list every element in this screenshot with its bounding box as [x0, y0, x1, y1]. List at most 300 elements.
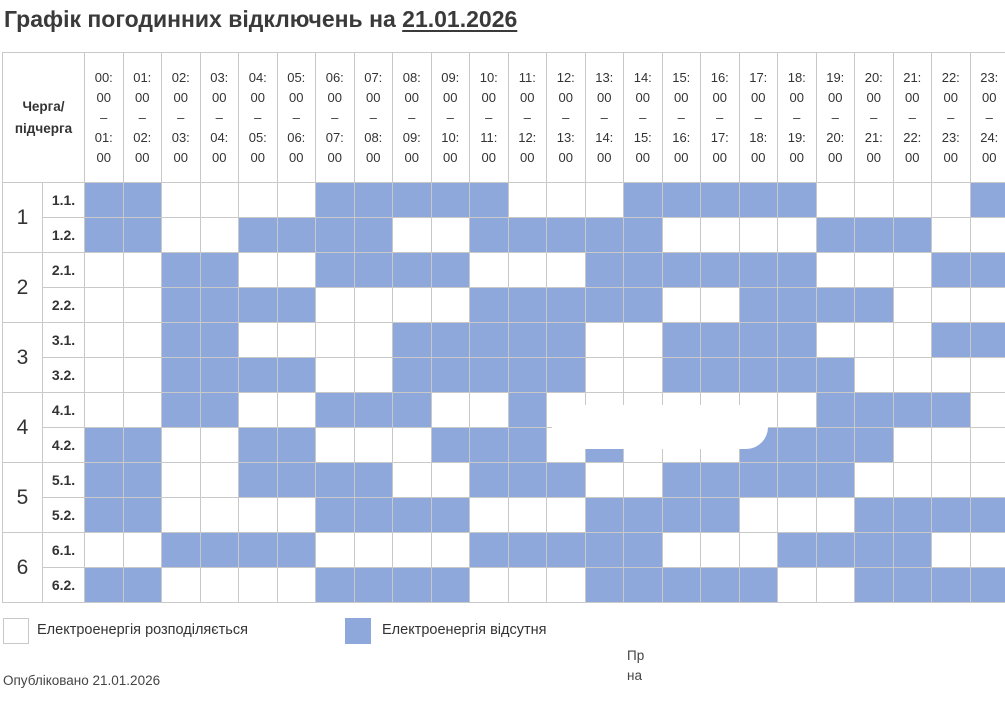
hour-cell-power-off — [624, 253, 663, 288]
hour-cell-power-off — [662, 498, 701, 533]
hour-cell-power-off — [316, 218, 355, 253]
hour-cell-power-on — [123, 253, 162, 288]
hour-header-end-h: 05: — [248, 129, 267, 145]
hour-header-end-m: 00 — [135, 149, 150, 165]
hour-cell-power-on — [277, 498, 316, 533]
hour-cell-power-off — [162, 288, 201, 323]
hour-cell-power-off — [701, 498, 740, 533]
hour-cell-power-off — [816, 463, 855, 498]
hour-cell-power-on — [200, 498, 239, 533]
hour-cell-power-on — [316, 428, 355, 463]
subqueue-label: 1.2. — [43, 218, 85, 253]
hour-header-end-m: 00 — [520, 149, 535, 165]
hour-cell-power-on — [200, 183, 239, 218]
hour-cell-power-on — [354, 428, 393, 463]
hour-header-dash: – — [985, 109, 993, 125]
hour-cell-power-on — [778, 498, 817, 533]
hour-cell-power-on — [970, 218, 1005, 253]
hour-header-dash: – — [870, 109, 878, 125]
hour-cell-power-off — [970, 498, 1005, 533]
hour-header-end-h: 07: — [325, 129, 344, 145]
hour-cell-power-off — [85, 498, 124, 533]
title-prefix: Графік погодинних відключень на — [4, 6, 403, 32]
hour-header-start-m: 00 — [866, 89, 881, 105]
hour-cell-power-off — [393, 323, 432, 358]
hour-header-dash: – — [600, 109, 608, 125]
hour-header-dash: – — [754, 109, 762, 125]
hour-cell-power-on — [701, 533, 740, 568]
hour-cell-power-off — [739, 568, 778, 603]
footer-fragment-line2: на — [627, 668, 642, 683]
hour-header-start-m: 00 — [481, 89, 496, 105]
hour-header-end-m: 00 — [982, 149, 997, 165]
hour-header-dash: – — [446, 109, 454, 125]
hour-header-end-m: 00 — [828, 149, 843, 165]
hour-header-start-h: 22: — [941, 69, 960, 85]
corner-label-line1: Черга/ — [22, 98, 65, 114]
hour-cell-power-off — [701, 463, 740, 498]
hour-header-end-h: 02: — [133, 129, 152, 145]
hour-cell-power-on — [816, 253, 855, 288]
hour-header-end-m: 00 — [751, 149, 766, 165]
hour-header-start-m: 00 — [135, 89, 150, 105]
hour-header-start-m: 00 — [327, 89, 342, 105]
hour-cell-power-on — [316, 358, 355, 393]
subqueue-label: 1.1. — [43, 183, 85, 218]
hour-cell-power-off — [624, 183, 663, 218]
hour-cell-power-off — [547, 218, 586, 253]
hour-cell-power-on — [932, 218, 971, 253]
hour-cell-power-on — [200, 428, 239, 463]
hour-cell-power-on — [354, 323, 393, 358]
hour-header-end-m: 00 — [905, 149, 920, 165]
hour-cell-power-on — [200, 568, 239, 603]
hour-cell-power-off — [162, 533, 201, 568]
corner-label-line2: підчерга — [14, 120, 73, 136]
hour-cell-power-off — [739, 358, 778, 393]
hour-header — [316, 53, 355, 183]
table-row — [3, 358, 1005, 393]
hour-cell-power-off — [470, 428, 509, 463]
hour-header-end-h: 22: — [903, 129, 922, 145]
hour-cell-power-off — [855, 218, 894, 253]
hour-cell-power-on — [970, 288, 1005, 323]
hour-cell-power-off — [85, 568, 124, 603]
hour-cell-power-on — [123, 533, 162, 568]
hour-header-end-m: 00 — [558, 149, 573, 165]
hour-cell-power-on — [855, 183, 894, 218]
hour-header — [239, 53, 278, 183]
hour-cell-power-on — [970, 533, 1005, 568]
hour-cell-power-off — [585, 288, 624, 323]
hour-header — [470, 53, 509, 183]
queue-number: 1 — [3, 183, 43, 253]
hour-cell-power-off — [431, 498, 470, 533]
hour-cell-power-off — [701, 358, 740, 393]
hour-cell-power-off — [816, 533, 855, 568]
hour-cell-power-off — [816, 428, 855, 463]
hour-header-start-h: 21: — [903, 69, 922, 85]
subqueue-label: 2.1. — [43, 253, 85, 288]
hour-cell-power-on — [585, 183, 624, 218]
hour-cell-power-off — [739, 183, 778, 218]
hour-cell-power-off — [624, 533, 663, 568]
hour-cell-power-off — [470, 358, 509, 393]
hour-cell-power-off — [393, 358, 432, 393]
hour-cell-power-off — [239, 288, 278, 323]
hour-cell-power-off — [778, 288, 817, 323]
hour-cell-power-off — [893, 568, 932, 603]
hour-header-start-m: 00 — [635, 89, 650, 105]
hour-cell-power-off — [277, 463, 316, 498]
hour-header-end-h: 03: — [171, 129, 190, 145]
hour-header-start-h: 09: — [441, 69, 460, 85]
hour-header-end-h: 09: — [402, 129, 421, 145]
hour-header-start-h: 04: — [248, 69, 267, 85]
hour-cell-power-off — [893, 498, 932, 533]
hour-cell-power-on — [508, 498, 547, 533]
hour-cell-power-off — [85, 428, 124, 463]
table-row — [3, 393, 1005, 428]
hour-cell-power-off — [585, 253, 624, 288]
hour-header-end-m: 00 — [366, 149, 381, 165]
hour-cell-power-on — [200, 218, 239, 253]
hour-cell-power-on — [508, 253, 547, 288]
hour-cell-power-on — [547, 568, 586, 603]
hour-cell-power-on — [354, 358, 393, 393]
hour-header-dash: – — [947, 109, 955, 125]
hour-header — [85, 53, 124, 183]
subqueue-label: 6.1. — [43, 533, 85, 568]
hour-cell-power-off — [470, 463, 509, 498]
hour-cell-power-on — [662, 288, 701, 323]
hour-cell-power-off — [855, 498, 894, 533]
hour-cell-power-on — [855, 253, 894, 288]
hour-cell-power-off — [85, 218, 124, 253]
hour-cell-power-off — [200, 358, 239, 393]
hour-cell-power-on — [123, 358, 162, 393]
hour-cell-power-off — [932, 568, 971, 603]
hour-header-start-h: 07: — [364, 69, 383, 85]
hour-header-start-m: 00 — [982, 89, 997, 105]
hour-header-dash: – — [562, 109, 570, 125]
hour-cell-power-off — [316, 568, 355, 603]
hour-cell-power-on — [547, 498, 586, 533]
hour-cell-power-off — [778, 428, 817, 463]
hour-cell-power-off — [816, 218, 855, 253]
hour-cell-power-on — [393, 288, 432, 323]
published-date: Опубліковано 21.01.2026 — [3, 673, 161, 688]
hour-cell-power-off — [393, 393, 432, 428]
hour-cell-power-on — [893, 428, 932, 463]
subqueue-label: 3.1. — [43, 323, 85, 358]
table-row — [3, 288, 1005, 323]
hour-cell-power-on — [855, 463, 894, 498]
hour-cell-power-off — [739, 288, 778, 323]
hour-header-dash: – — [908, 109, 916, 125]
hour-cell-power-off — [778, 323, 817, 358]
subqueue-label: 3.2. — [43, 358, 85, 393]
hour-cell-power-off — [662, 323, 701, 358]
hour-cell-power-off — [701, 323, 740, 358]
hour-cell-power-on — [277, 393, 316, 428]
hour-header-start-m: 00 — [443, 89, 458, 105]
table-row — [3, 218, 1005, 253]
hour-cell-power-off — [123, 218, 162, 253]
hour-cell-power-off — [162, 358, 201, 393]
hour-cell-power-off — [277, 533, 316, 568]
hour-cell-power-on — [893, 358, 932, 393]
hour-header-end-h: 24: — [980, 129, 999, 145]
hour-cell-power-off — [932, 253, 971, 288]
hour-cell-power-off — [431, 428, 470, 463]
hour-cell-power-on — [932, 463, 971, 498]
subqueue-label: 2.2. — [43, 288, 85, 323]
hour-header-end-m: 00 — [635, 149, 650, 165]
hour-header — [162, 53, 201, 183]
hour-header-start-h: 02: — [171, 69, 190, 85]
hour-header-start-m: 00 — [289, 89, 304, 105]
hour-header-end-m: 00 — [404, 149, 419, 165]
hour-header-start-m: 00 — [212, 89, 227, 105]
legend-swatch-power-on — [3, 618, 29, 644]
hour-header-end-m: 00 — [173, 149, 188, 165]
subqueue-label: 6.2. — [43, 568, 85, 603]
hour-header-dash: – — [177, 109, 185, 125]
hour-cell-power-off — [354, 568, 393, 603]
hour-cell-power-off — [277, 218, 316, 253]
hour-header-start-h: 06: — [325, 69, 344, 85]
hour-cell-power-on — [662, 218, 701, 253]
hour-header-dash: – — [369, 109, 377, 125]
hour-cell-power-off — [547, 533, 586, 568]
hour-cell-power-on — [932, 358, 971, 393]
hour-cell-power-off — [239, 428, 278, 463]
hour-cell-power-off — [893, 393, 932, 428]
table-row — [3, 323, 1005, 358]
hour-cell-power-on — [162, 498, 201, 533]
redaction-blob — [552, 405, 768, 449]
hour-cell-power-off — [354, 218, 393, 253]
hour-header-end-h: 20: — [826, 129, 845, 145]
hour-cell-power-on — [624, 358, 663, 393]
hour-header-dash: – — [408, 109, 416, 125]
hour-cell-power-off — [162, 393, 201, 428]
hour-cell-power-off — [739, 323, 778, 358]
hour-header-end-m: 00 — [712, 149, 727, 165]
table-row — [3, 568, 1005, 603]
hour-cell-power-on — [585, 358, 624, 393]
hour-cell-power-off — [316, 183, 355, 218]
queue-number: 2 — [3, 253, 43, 323]
hour-header — [855, 53, 894, 183]
hour-cell-power-off — [508, 323, 547, 358]
hour-header — [662, 53, 701, 183]
hour-cell-power-on — [277, 323, 316, 358]
queue-number: 4 — [3, 393, 43, 463]
hour-cell-power-on — [739, 533, 778, 568]
hour-cell-power-off — [778, 533, 817, 568]
hour-cell-power-off — [277, 428, 316, 463]
hour-cell-power-off — [547, 463, 586, 498]
hour-header-dash: – — [523, 109, 531, 125]
hour-cell-power-on — [162, 568, 201, 603]
hour-header — [277, 53, 316, 183]
table-row — [3, 183, 1005, 218]
hour-header-end-h: 11: — [480, 129, 498, 145]
hour-cell-power-on — [970, 358, 1005, 393]
hour-cell-power-off — [662, 463, 701, 498]
hour-header-end-h: 16: — [672, 129, 691, 145]
hour-cell-power-on — [162, 183, 201, 218]
hour-cell-power-on — [508, 183, 547, 218]
hour-cell-power-off — [200, 393, 239, 428]
hour-cell-power-off — [200, 533, 239, 568]
hour-header — [508, 53, 547, 183]
hour-header-start-m: 00 — [597, 89, 612, 105]
hour-cell-power-on — [123, 323, 162, 358]
hour-header-dash: – — [716, 109, 724, 125]
hour-cell-power-on — [470, 498, 509, 533]
hour-cell-power-off — [123, 568, 162, 603]
hour-cell-power-on — [932, 288, 971, 323]
hour-cell-power-off — [431, 568, 470, 603]
hour-header-end-h: 08: — [364, 129, 383, 145]
hour-header-end-h: 19: — [787, 129, 806, 145]
hour-cell-power-off — [85, 183, 124, 218]
hour-cell-power-on — [239, 568, 278, 603]
hour-cell-power-on — [85, 393, 124, 428]
hour-header — [354, 53, 393, 183]
hour-cell-power-off — [855, 393, 894, 428]
hour-header-end-m: 00 — [250, 149, 265, 165]
hour-cell-power-on — [970, 428, 1005, 463]
hour-cell-power-off — [316, 393, 355, 428]
hour-cell-power-on — [893, 323, 932, 358]
hour-cell-power-off — [662, 358, 701, 393]
hour-cell-power-on — [470, 568, 509, 603]
hour-cell-power-off — [508, 288, 547, 323]
hour-header-end-m: 00 — [212, 149, 227, 165]
legend-label-power-off: Електроенергія відсутня — [382, 622, 547, 638]
hour-header — [624, 53, 663, 183]
hour-cell-power-off — [855, 428, 894, 463]
hour-header-start-m: 00 — [789, 89, 804, 105]
hour-header-end-h: 10: — [441, 129, 460, 145]
hour-cell-power-on — [354, 533, 393, 568]
hour-cell-power-on — [85, 253, 124, 288]
hour-header-end-m: 00 — [289, 149, 304, 165]
table-row — [3, 253, 1005, 288]
hour-cell-power-on — [739, 218, 778, 253]
hour-header-end-m: 00 — [443, 149, 458, 165]
hour-header-end-h: 12: — [518, 129, 537, 145]
hour-cell-power-off — [470, 288, 509, 323]
hour-cell-power-off — [354, 463, 393, 498]
hour-header — [547, 53, 586, 183]
hour-cell-power-off — [200, 288, 239, 323]
hour-cell-power-on — [893, 183, 932, 218]
hour-cell-power-off — [393, 253, 432, 288]
hour-cell-power-on — [778, 218, 817, 253]
hour-header-start-h: 23: — [980, 69, 999, 85]
hour-cell-power-on — [162, 428, 201, 463]
hour-cell-power-off — [123, 463, 162, 498]
hour-header-start-h: 13: — [595, 69, 614, 85]
hour-cell-power-off — [162, 323, 201, 358]
hour-cell-power-on — [816, 568, 855, 603]
hour-cell-power-off — [662, 568, 701, 603]
hour-cell-power-on — [816, 323, 855, 358]
hour-cell-power-on — [893, 463, 932, 498]
table-row — [3, 498, 1005, 533]
hour-cell-power-on — [932, 183, 971, 218]
hour-header-end-h: 21: — [864, 129, 883, 145]
hour-cell-power-off — [624, 288, 663, 323]
hour-header-dash: – — [215, 109, 223, 125]
hour-cell-power-off — [431, 323, 470, 358]
hour-cell-power-off — [624, 568, 663, 603]
hour-header-start-m: 00 — [712, 89, 727, 105]
hour-header-start-h: 15: — [672, 69, 691, 85]
hour-cell-power-off — [470, 533, 509, 568]
hour-cell-power-off — [162, 253, 201, 288]
legend-label-power-on: Електроенергія розподіляється — [37, 622, 248, 638]
hour-cell-power-off — [624, 498, 663, 533]
hour-header-start-h: 01: — [133, 69, 152, 85]
hour-cell-power-off — [816, 288, 855, 323]
hour-cell-power-on — [239, 323, 278, 358]
hour-cell-power-on — [932, 428, 971, 463]
hour-cell-power-on — [239, 393, 278, 428]
hours-header-row — [3, 53, 1005, 183]
subqueue-label: 5.1. — [43, 463, 85, 498]
hour-header-end-h: 18: — [749, 129, 768, 145]
hour-cell-power-on — [585, 463, 624, 498]
hour-header-dash: – — [793, 109, 801, 125]
hour-cell-power-off — [547, 358, 586, 393]
hour-cell-power-off — [85, 463, 124, 498]
hour-header-start-m: 00 — [943, 89, 958, 105]
hour-cell-power-off — [508, 393, 547, 428]
hour-cell-power-off — [970, 253, 1005, 288]
hour-cell-power-on — [316, 533, 355, 568]
hour-header-start-h: 03: — [210, 69, 229, 85]
table-row — [3, 463, 1005, 498]
hour-header-dash: – — [677, 109, 685, 125]
hour-cell-power-on — [547, 183, 586, 218]
hour-cell-power-off — [932, 498, 971, 533]
hour-cell-power-on — [123, 288, 162, 323]
hour-cell-power-off — [200, 253, 239, 288]
hour-cell-power-on — [431, 463, 470, 498]
queue-subqueue-header — [3, 53, 85, 183]
table-row — [3, 428, 1005, 463]
hour-header-dash: – — [831, 109, 839, 125]
hour-cell-power-off — [970, 568, 1005, 603]
hour-header-start-m: 00 — [558, 89, 573, 105]
hour-header-start-m: 00 — [905, 89, 920, 105]
hour-cell-power-off — [470, 183, 509, 218]
hour-cell-power-off — [431, 358, 470, 393]
hour-cell-power-on — [816, 183, 855, 218]
hour-header-dash: – — [292, 109, 300, 125]
hour-cell-power-on — [239, 183, 278, 218]
hour-cell-power-on — [162, 218, 201, 253]
hour-header — [200, 53, 239, 183]
queue-number: 6 — [3, 533, 43, 603]
hour-cell-power-off — [932, 393, 971, 428]
